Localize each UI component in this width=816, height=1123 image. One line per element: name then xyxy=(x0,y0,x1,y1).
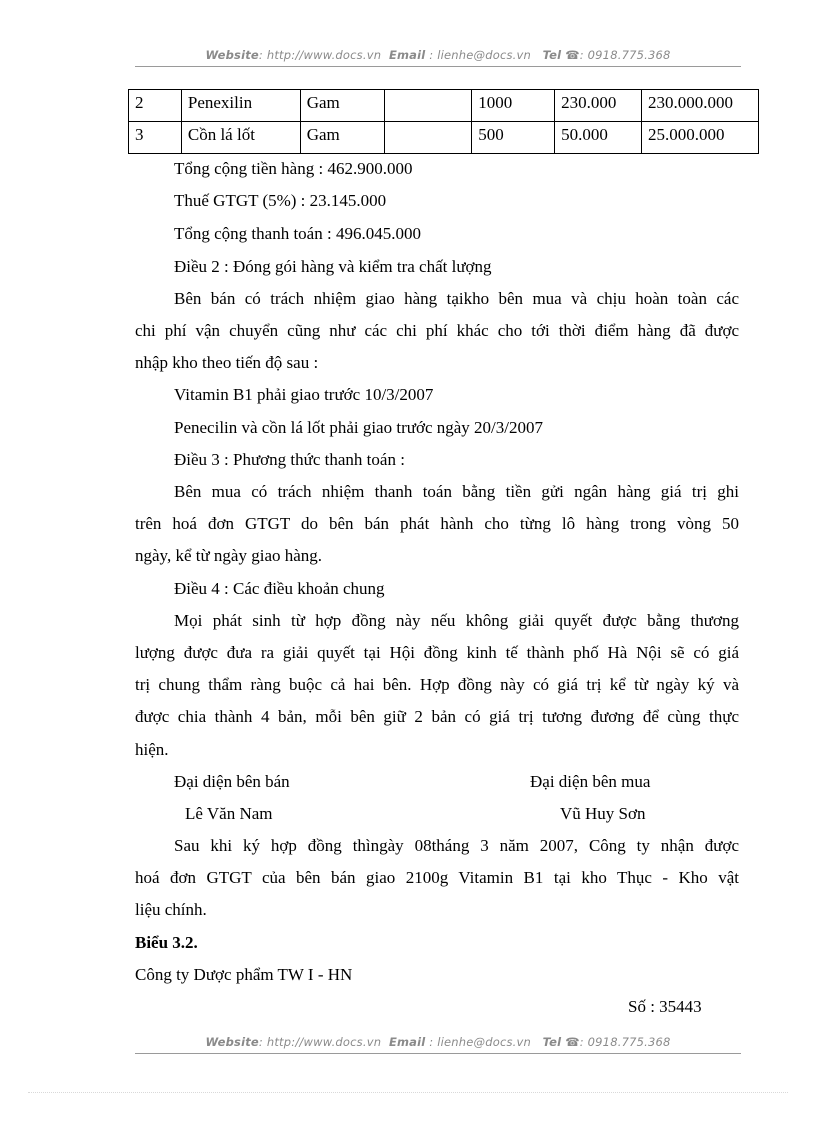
after-line1: Sau khi ký hợp đồng thìngày 08tháng 3 năm 2007, Công ty nhận được xyxy=(174,836,739,855)
table-row xyxy=(129,90,759,122)
website-label: Website xyxy=(205,1035,259,1049)
table-row xyxy=(129,122,759,154)
delivery-line2: Penecilin và cồn lá lốt phải giao trước ngày 20/3/2007 xyxy=(174,418,543,437)
table-cell: 50.000 xyxy=(555,122,642,154)
after-line2: hoá đơn GTGT của bên bán giao 2100g Vitamin B1 tại kho Thục - Kho vật xyxy=(135,868,739,887)
goods-table xyxy=(128,89,759,154)
phone-icon: ☎ xyxy=(565,1035,580,1049)
website-value: : http://www.docs.vn xyxy=(258,48,382,62)
tel-value: : 0918.775.368 xyxy=(579,48,671,62)
article4-line5: hiện. xyxy=(135,740,169,759)
website-value: : http://www.docs.vn xyxy=(258,1035,382,1049)
tel-label: Tel xyxy=(542,1035,562,1049)
total-payment: Tổng cộng thanh toán : 496.045.000 xyxy=(174,224,421,243)
article4-line1: Mọi phát sinh từ hợp đồng này nếu không giải quyết được bằng thương xyxy=(174,611,739,630)
phone-icon: ☎ xyxy=(565,48,580,62)
table-cell: Gam xyxy=(300,90,384,122)
vat-amount: Thuế GTGT (5%) : 23.145.000 xyxy=(174,191,387,210)
email-value: : lienhe@docs.vn xyxy=(429,48,532,62)
article2-title: Điều 2 : Đóng gói hàng và kiểm tra chất lượng xyxy=(174,257,492,276)
buyer-rep-name: Vũ Huy Sơn xyxy=(560,804,646,823)
website-label: Website xyxy=(205,48,259,62)
company-name: Công ty Dược phẩm TW I - HN xyxy=(135,965,353,984)
article4-line4: được chia thành 4 bản, mỗi bên giữ 2 bản có giá trị tương đương để cùng thực xyxy=(135,707,739,726)
table-cell: 230.000.000 xyxy=(642,90,759,122)
buyer-rep-label: Đại diện bên mua xyxy=(530,772,651,791)
article3-line2: trên hoá đơn GTGT do bên bán phát hành cho từng lô hàng trong vòng 50 xyxy=(135,514,739,533)
table-cell: 1000 xyxy=(472,90,555,122)
article3-line3: ngày, kể từ ngày giao hàng. xyxy=(135,546,323,565)
total-goods: Tổng cộng tiền hàng : 462.900.000 xyxy=(174,159,413,178)
seller-rep-label: Đại diện bên bán xyxy=(174,772,290,791)
page-divider xyxy=(28,1092,788,1093)
page-footer xyxy=(135,1035,741,1049)
page-header xyxy=(135,48,741,62)
table-cell: 500 xyxy=(472,122,555,154)
email-label: Email xyxy=(388,48,426,62)
table-cell xyxy=(384,90,472,122)
table-cell xyxy=(384,122,472,154)
delivery-line1: Vitamin B1 phải giao trước 10/3/2007 xyxy=(174,385,434,404)
table-cell: Cồn lá lốt xyxy=(181,122,300,154)
table-cell: 230.000 xyxy=(555,90,642,122)
table-cell: 2 xyxy=(129,90,182,122)
article4-line2: lượng được đưa ra giải quyết tại Hội đồng kinh tế thành phố Hà Nội sẽ có giá xyxy=(135,643,739,662)
article2-line1: Bên bán có trách nhiệm giao hàng tạikho bên mua và chịu hoàn toàn các xyxy=(174,289,739,308)
article4-line3: trị chung thẩm ràng buộc cả hai bên. Hợp đồng này có giá trị kể từ ngày ký và xyxy=(135,675,739,694)
table-cell: Penexilin xyxy=(181,90,300,122)
table-cell: 25.000.000 xyxy=(642,122,759,154)
tel-value: : 0918.775.368 xyxy=(579,1035,671,1049)
article3-line1: Bên mua có trách nhiệm thanh toán bằng tiền gửi ngân hàng giá trị ghi xyxy=(174,482,739,501)
table-cell: Gam xyxy=(300,122,384,154)
article3-title: Điều 3 : Phương thức thanh toán : xyxy=(174,450,405,469)
article2-line2: chi phí vận chuyển cũng như các chi phí khác cho tới thời điểm hàng đã được xyxy=(135,321,739,340)
tel-label: Tel xyxy=(542,48,562,62)
email-value: : lienhe@docs.vn xyxy=(429,1035,532,1049)
header-rule xyxy=(135,66,741,67)
after-line3: liệu chính. xyxy=(135,900,207,919)
article2-line3: nhập kho theo tiến độ sau : xyxy=(135,353,319,372)
document-number: Số : 35443 xyxy=(628,997,702,1016)
seller-rep-name: Lê Văn Nam xyxy=(185,804,273,823)
form-title: Biểu 3.2. xyxy=(135,933,198,952)
footer-rule xyxy=(135,1053,741,1054)
article4-title: Điều 4 : Các điều khoản chung xyxy=(174,579,385,598)
table-cell: 3 xyxy=(129,122,182,154)
email-label: Email xyxy=(388,1035,426,1049)
